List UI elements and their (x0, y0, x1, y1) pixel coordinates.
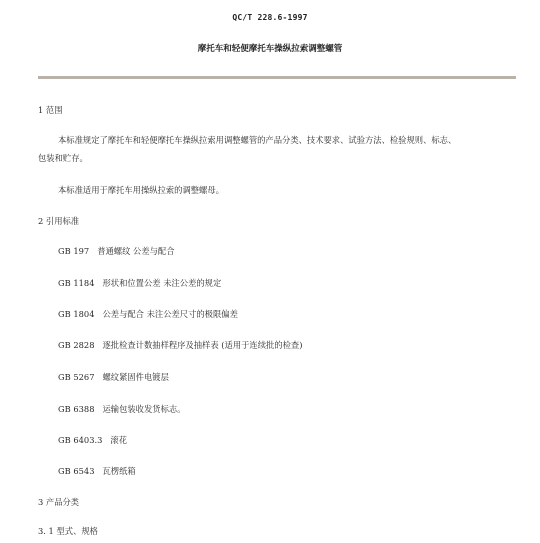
reference-title: 逐批检查计数抽样程序及抽样表 (适用于连续批的检查) (102, 340, 303, 350)
reference-title: 运输包装收发货标志。 (102, 404, 186, 414)
reference-item (58, 371, 169, 383)
reference-code: GB 6388 (58, 404, 95, 414)
reference-code: GB 1184 (58, 278, 95, 288)
reference-item (58, 465, 136, 477)
reference-title: 螺纹紧固件电镀层 (102, 372, 169, 382)
reference-title: 滚花 (110, 435, 128, 445)
reference-title: 瓦楞纸箱 (102, 466, 136, 476)
reference-item (58, 403, 185, 415)
reference-code: GB 2828 (58, 340, 95, 350)
reference-item (58, 245, 175, 257)
section-1-para-line-1: 本标准规定了摩托车和轻便摩托车操纵拉索用调整螺管的产品分类、技术要求、试验方法、检验规则、标志、 (58, 135, 457, 145)
reference-item (58, 339, 302, 351)
reference-code: GB 6403.3 (58, 435, 103, 445)
reference-title: 形状和位置公差 未注公差的规定 (102, 278, 222, 288)
section-3-1-heading: 3. 1 型式、规格 (38, 526, 98, 536)
document-title: 摩托车和轻便摩托车操纵拉索调整螺管 (197, 44, 343, 54)
reference-item (58, 434, 127, 446)
section-3-heading: 3 产品分类 (38, 497, 80, 507)
reference-item (58, 277, 221, 289)
reference-code: GB 5267 (58, 372, 95, 382)
standard-code: QC/T 228.6-1997 (232, 13, 308, 22)
reference-title: 普通螺纹 公差与配合 (97, 246, 175, 256)
section-1-heading: 1 范围 (38, 105, 63, 115)
reference-code: GB 6543 (58, 466, 95, 476)
section-1-para-line-2: 包装和贮存。 (38, 153, 88, 163)
reference-code: GB 1804 (58, 309, 95, 319)
section-2-heading: 2 引用标准 (38, 216, 80, 226)
section-1-para-2: 本标准适用于摩托车用操纵拉索的调整螺母。 (58, 185, 224, 195)
header-divider (38, 76, 516, 79)
reference-title: 公差与配合 未注公差尺寸的极限偏差 (102, 309, 238, 319)
reference-item (58, 308, 238, 320)
reference-code: GB 197 (58, 246, 90, 256)
